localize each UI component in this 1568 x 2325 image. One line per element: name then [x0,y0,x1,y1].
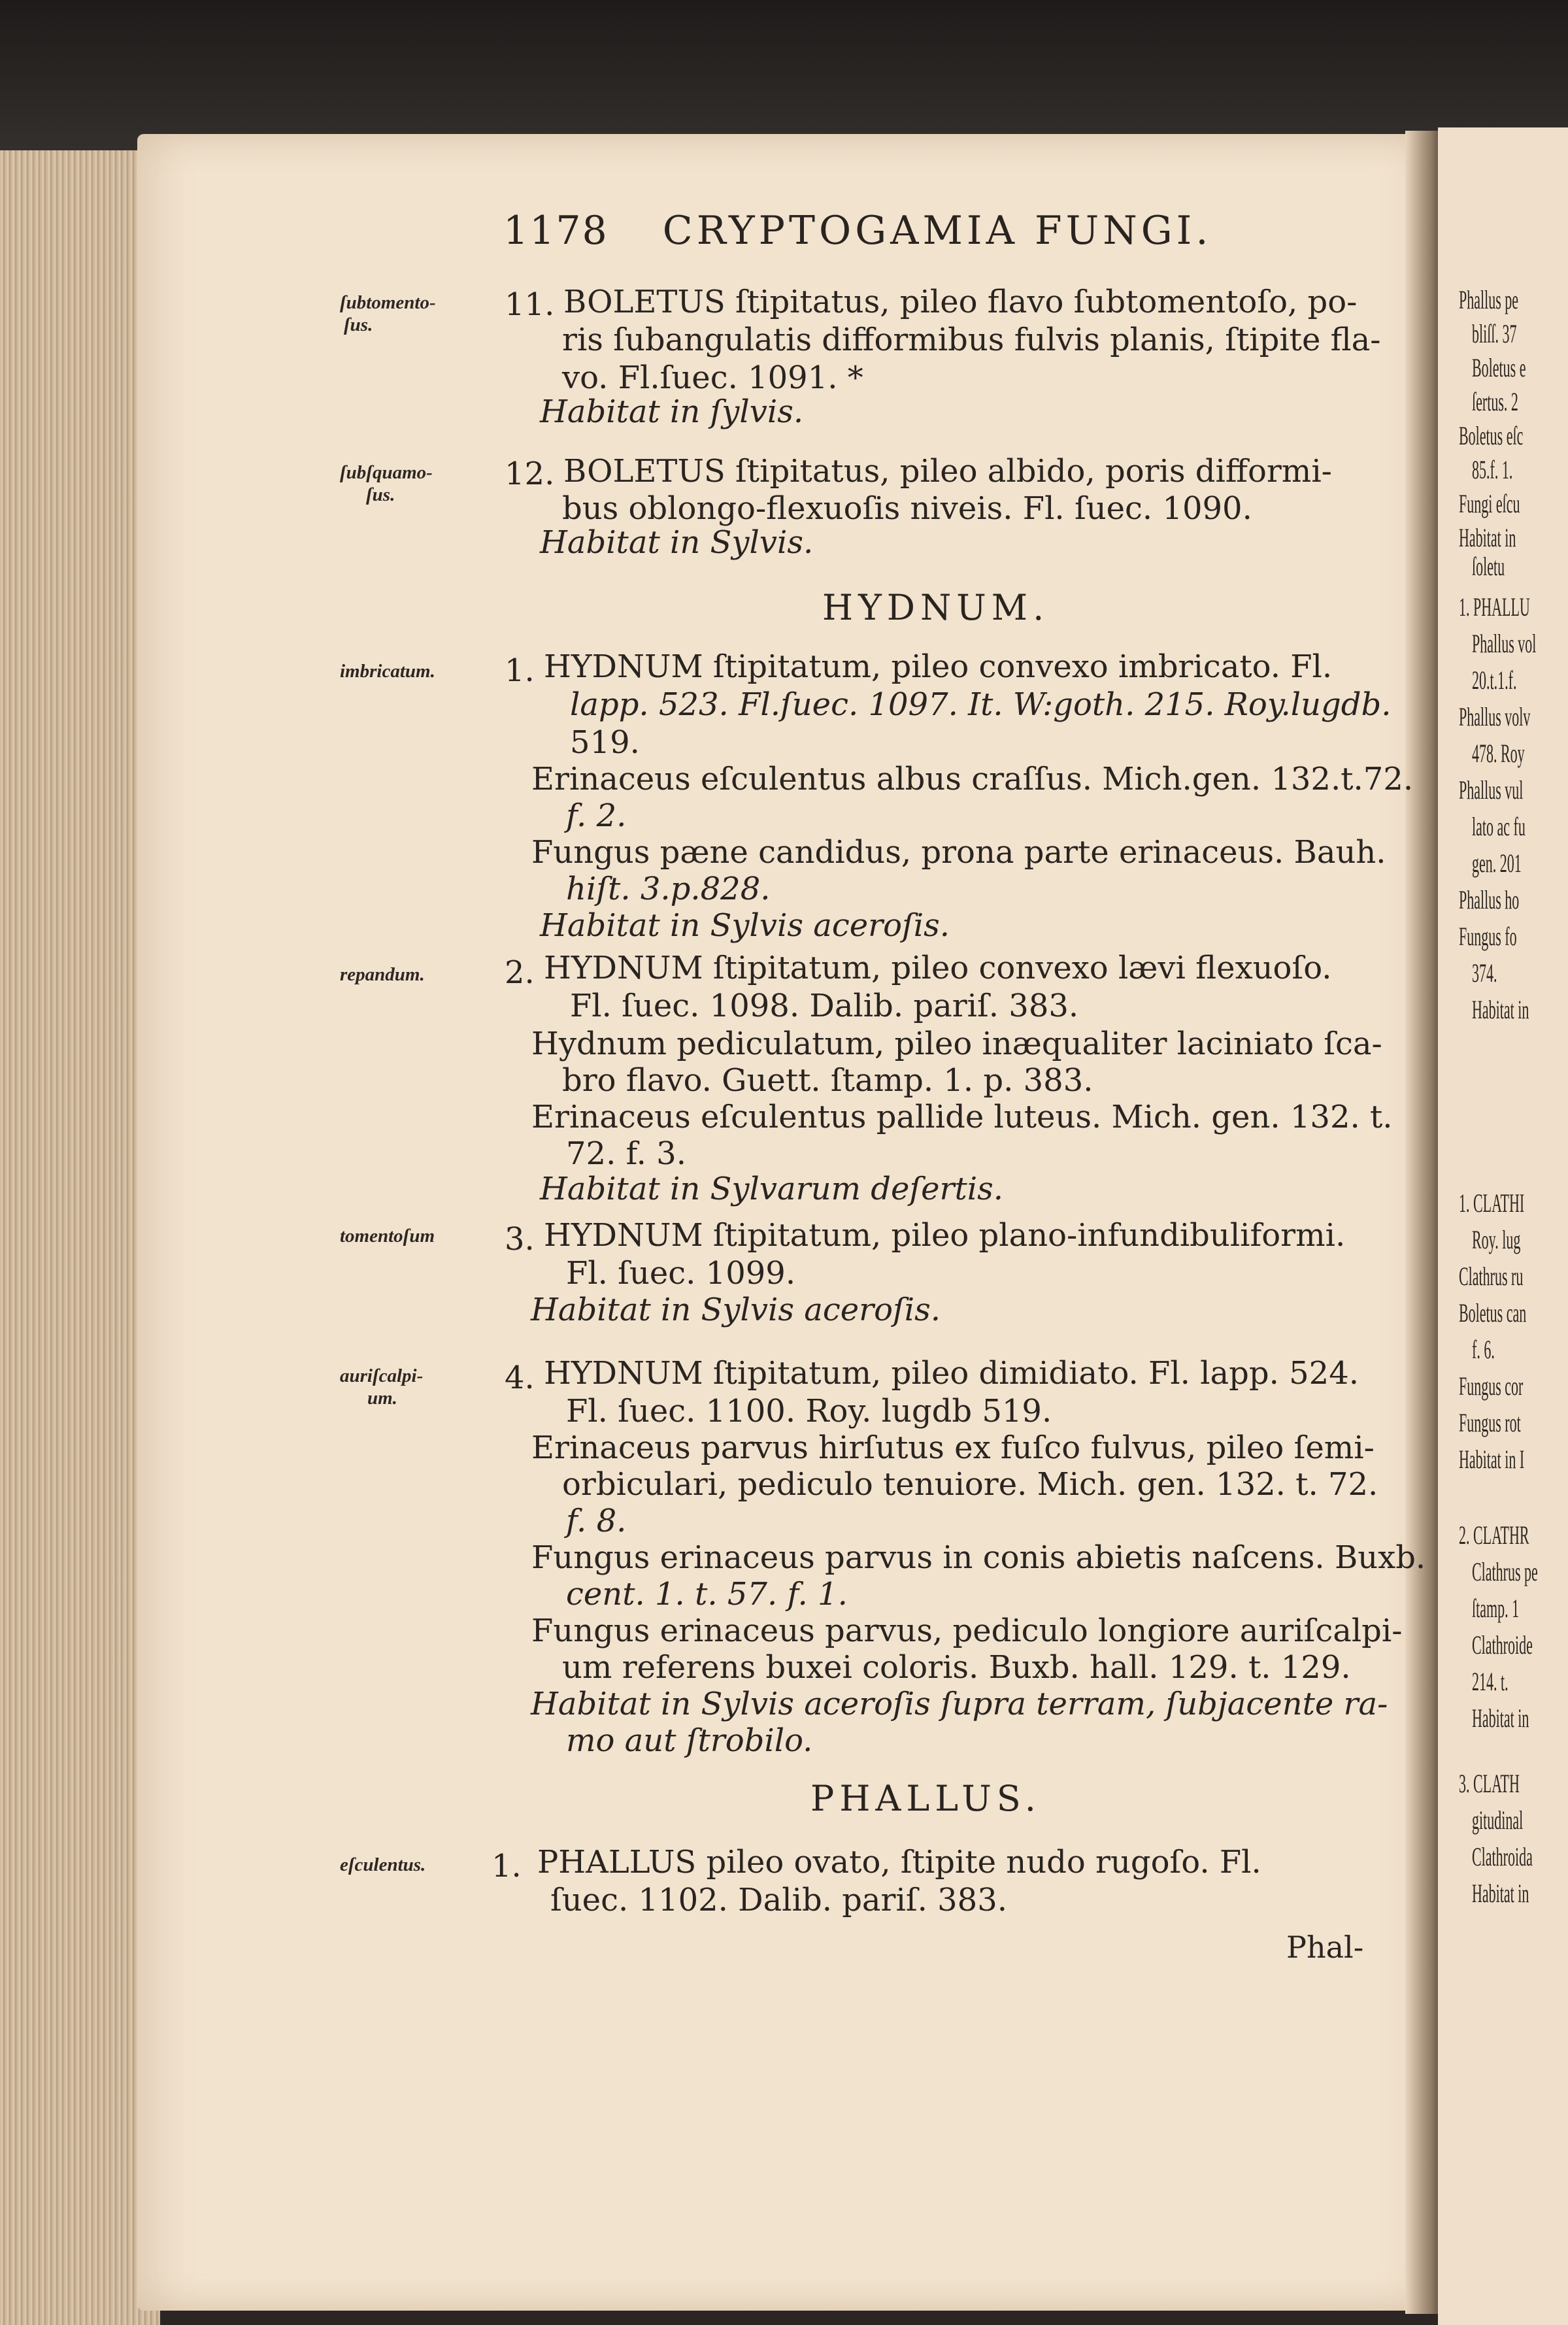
synonym-line: Erinaceus parvus hirſutus ex fuſco fulvus, pileo ſemi- [531,1430,1375,1466]
margin-line: eſculentus. [340,1854,426,1875]
margin-line: um. [367,1388,397,1409]
facing-line: Roy. lug [1472,1225,1521,1254]
entry-line: BOLETUS ſtipitatus, pileo flavo ſubtomentoſo, po- [563,284,1358,320]
entry-number: 11. [505,286,555,323]
facing-line: Fungus cor [1459,1371,1524,1401]
facing-line: Boletus e [1472,353,1526,382]
entry-line: lapp. 523. Fl.ſuec. 1097. It. W:goth. 215. Roy.lugdb. [570,686,1392,723]
genus-heading: HYDNUM. [822,587,1050,628]
page-number: 1178 [503,208,609,254]
margin-note [340,1365,423,1409]
margin-note [340,461,433,506]
entry-line: ris ſubangulatis difformibus fulvis planis, ſtipite fla- [562,322,1381,358]
margin-note [340,963,425,986]
entry-number: 1. [492,1848,522,1884]
entry-number: 1. [505,652,535,689]
facing-line: ſertus. 2 [1472,387,1518,416]
facing-line: Habitat in [1472,995,1529,1024]
entry-line: vo. Fl.ſuec. 1091. * [562,360,863,396]
facing-line: Phallus pe [1459,285,1519,314]
habitat-line: Habitat in Sylvis aceroſis. [540,907,950,944]
habitat-line: mo aut ſtrobilo. [566,1722,813,1759]
facing-line: 478. Roy [1472,739,1525,768]
entry-line: f. 2. [566,797,627,834]
margin-line: ſus. [344,314,373,335]
entry-line: f. 8. [566,1503,627,1539]
running-head [503,208,1212,254]
facing-line: lato ac fu [1472,812,1526,841]
habitat-line: Habitat in Sylvis. [540,524,814,561]
entry-line: PHALLUS pileo ovato, ſtipite nudo rugoſo. Fl. [537,1844,1261,1881]
facing-line: Phallus ho [1459,885,1520,914]
synonym-line: Fungus pæne candidus, prona parte erinaceus. Bauh. [531,834,1386,871]
facing-line: 20.t.1.f. [1472,665,1517,695]
facing-line: 85.f. 1. [1472,455,1513,484]
facing-line: 374. [1472,958,1497,988]
entry-line: HYDNUM ſtipitatum, pileo dimidiato. Fl. lapp. 524. [544,1355,1359,1392]
facing-line: Clathrus ru [1459,1262,1524,1291]
entry-number: 3. [505,1221,535,1258]
entry-line: ſuec. 1102. Dalib. pariſ. 383. [550,1882,1007,1918]
entry-line: 519. [570,724,640,761]
facing-line: Fungus fo [1459,922,1517,951]
habitat-line: Habitat in Sylvis aceroſis ſupra terram, ſubjacente ra- [531,1686,1388,1722]
facing-line: Phallus vol [1472,629,1537,658]
entry-line: BOLETUS ſtipitatus, pileo albido, poris difformi- [563,453,1332,490]
synonym-line: Erinaceus eſculentus pallide luteus. Mich. gen. 132. t. [531,1099,1393,1135]
synonym-line: Erinaceus eſculentus albus craſſus. Mich.gen. 132.t.72. [531,761,1414,797]
entry-line: bus oblongo-flexuoſis niveis. Fl. ſuec. 1090. [562,490,1252,527]
synonym-line: Fungus erinaceus parvus in conis abietis naſcens. Buxb. [531,1539,1426,1576]
facing-line: ſoletu [1472,552,1505,581]
facing-line: 3. CLATH [1459,1769,1520,1798]
facing-line: f. 6. [1472,1335,1495,1364]
habitat-line: Habitat in Sylvis aceroſis. [531,1292,941,1328]
margin-note [340,660,435,682]
margin-note [340,1854,425,1876]
margin-line: ſus. [366,484,395,505]
page-edges [0,150,160,2325]
facing-line: Habitat in [1472,1879,1529,1908]
margin-note [340,292,436,336]
entry-line: HYDNUM ſtipitatum, pileo convexo imbricato. Fl. [544,648,1333,685]
facing-line: 1. CLATHI [1459,1188,1525,1218]
facing-line: Phallus vul [1459,775,1524,805]
synonym-line: um referens buxei coloris. Buxb. hall. 129. t. 129. [562,1649,1351,1686]
entry-line: cent. 1. t. 57. f. 1. [566,1576,848,1613]
facing-line: bliſſ. 37 [1472,319,1517,348]
margin-line: imbricatum. [340,661,435,682]
entry-number: 2. [505,954,535,991]
facing-line: gitudinal [1472,1805,1524,1835]
facing-line: gen. 201 [1472,848,1522,878]
facing-line: Fungus rot [1459,1408,1521,1437]
genus-heading: PHALLUS. [810,1778,1041,1819]
synonym-line: Hydnum pediculatum, pileo inæqualiter laciniato ſca- [531,1026,1382,1062]
margin-line: ſubſquamo- [340,462,433,483]
facing-line: Fungi eſcu [1459,489,1520,518]
entry-line: HYDNUM ſtipitatum, pileo plano-infundibuliformi. [544,1217,1346,1254]
facing-line: Boletus can [1459,1298,1527,1328]
facing-line: Clathroide [1472,1630,1533,1660]
entry-line: Fl. ſuec. 1100. Roy. lugdb 519. [566,1393,1052,1430]
facing-line: Phallus volv [1459,702,1531,731]
habitat-line: Habitat in ſylvis. [540,393,804,430]
facing-line: 214. t. [1472,1667,1509,1696]
background-shadow [0,0,1568,157]
facing-line: Habitat in [1459,523,1516,552]
facing-line: Clathrus pe [1472,1557,1538,1586]
facing-line: Clathroida [1472,1842,1533,1871]
margin-line: ſubtomento- [340,292,436,313]
entry-line: Fl. ſuec. 1098. Dalib. pariſ. 383. [570,988,1079,1024]
facing-line: 1. PHALLU [1459,592,1530,622]
facing-line: 2. CLATHR [1459,1520,1529,1550]
entry-number: 12. [505,456,555,492]
synonym-line: orbiculari, pediculo tenuiore. Mich. gen. 132. t. 72. [562,1466,1378,1503]
facing-line: ſtamp. 1 [1472,1594,1520,1623]
synonym-line: Fungus erinaceus parvus, pediculo longiore auriſcalpi- [531,1613,1403,1649]
catchword: Phal- [1286,1930,1364,1965]
margin-line: repandum. [340,964,425,985]
facing-line: Habitat in [1472,1703,1529,1733]
synonym-line: bro flavo. Guett. ſtamp. 1. p. 383. [562,1062,1093,1099]
facing-line: Boletus eſc [1459,421,1524,450]
entry-line: hiſt. 3.p.828. [566,871,771,907]
facing-line: Habitat in I [1459,1445,1525,1474]
margin-note [340,1225,435,1247]
entry-line: Fl. ſuec. 1099. [566,1255,796,1292]
habitat-line: Habitat in Sylvarum deſertis. [540,1171,1004,1207]
entry-line: 72. f. 3. [566,1135,686,1172]
entry-line: HYDNUM ſtipitatum, pileo convexo lævi flexuoſo. [544,950,1332,986]
margin-line: tomentoſum [340,1226,435,1246]
facing-page [1438,127,1568,2325]
margin-line: auriſcalpi- [340,1365,424,1386]
entry-number: 4. [505,1360,535,1396]
running-title: CRYPTOGAMIA FUNGI. [662,208,1212,254]
